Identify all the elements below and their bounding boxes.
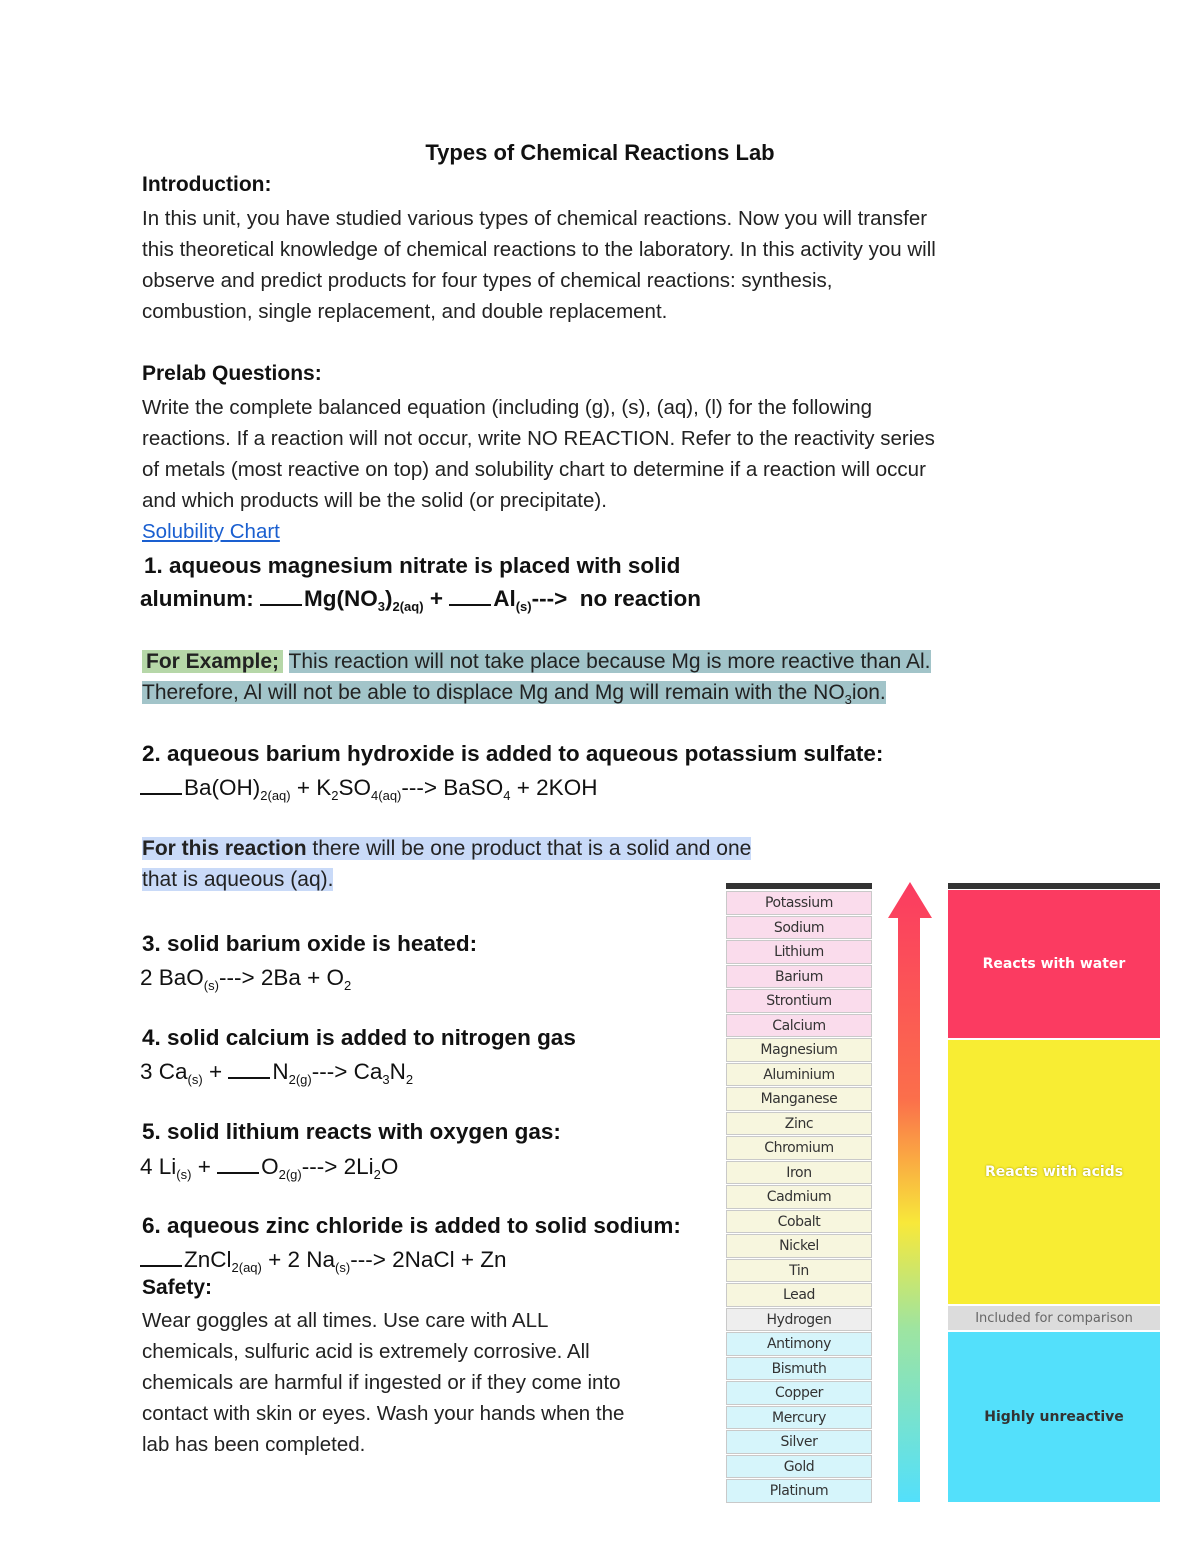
q3-prompt: 3. solid barium oxide is heated: [142,931,478,956]
metal-item: Nickel [726,1234,872,1258]
q3-equation: 2 $BaO_{(s)}---> 2Ba + O_2$ [140,965,352,993]
metal-item: Cobalt [726,1210,872,1234]
prelab-line: and which products will be the solid (or precipitate). [142,489,607,512]
prelab-heading: Prelab Questions: [142,362,322,385]
zone-comparison: Included for comparison [948,1306,1160,1330]
q6-equation: ZnCl$_{2(aq)}$ + 2 $Na_{(s)}--->$ 2NaCl + Zn [140,1243,507,1276]
metal-item: Mercury [726,1406,872,1430]
coefficient-blank[interactable] [217,1171,259,1174]
page-title: Types of Chemical Reactions Lab [425,140,775,165]
q2-prompt: 2. aqueous barium hydroxide is added to aqueous potassium sulfate: [142,741,884,766]
q4-equation: 3 $Ca_{(s)} + N_{2(g)}---> Ca_3N_2$ [140,1059,414,1087]
metal-list [726,891,872,1504]
zone-reacts-acids: Reacts with acids [948,1040,1160,1304]
q2-equation: $Ba(OH)_{2(aq)} + K_2SO_{4(aq)}--->$ BaSO$_4$ + 2KOH [140,771,597,804]
metal-item: Gold [726,1455,872,1479]
metal-item: Platinum [726,1479,872,1503]
metal-item: Bismuth [726,1357,872,1381]
q1-equation: aluminum: $Mg(NO_3)_{2(aq)} + Al_{(s)}--->$ no reaction [140,586,702,614]
intro-paragraph [142,203,1082,327]
intro-heading: Introduction: [142,173,272,196]
metal-item: Barium [726,965,872,989]
coefficient-blank[interactable] [449,603,491,606]
prelab-paragraph [142,392,1082,547]
metal-item: Aluminium [726,1063,872,1087]
metal-item: Tin [726,1259,872,1283]
q6-prompt: 6. aqueous zinc chloride is added to solid sodium: [142,1213,681,1238]
zone-reacts-water: Reacts with water [948,890,1160,1038]
metal-item: Manganese [726,1087,872,1111]
metal-item: Lithium [726,940,872,964]
metal-item: Iron [726,1161,872,1185]
zone-top-bar [948,883,1160,889]
metal-item: Cadmium [726,1185,872,1209]
q2-note: For this reaction there will be one product that is a solid and one that is aqueous (aq). [142,837,752,891]
intro-line: observe and predict products for four types of chemical reactions: synthesis, [142,269,833,292]
intro-line: combustion, single replacement, and double replacement. [142,300,668,323]
coefficient-blank[interactable] [260,603,302,606]
q1-example: For Example; This reaction will not take place because Mg is more reactive than Al. Therefore, Al will not be able to displace Mg and Mg will remain with the $NO_3ion$. [142,650,931,707]
metal-item: Antimony [726,1332,872,1356]
q5-prompt: 5. solid lithium reacts with oxygen gas: [142,1119,561,1144]
solubility-chart-link[interactable]: Solubility Chart [142,520,280,543]
metal-item: Magnesium [726,1038,872,1062]
coefficient-blank[interactable] [140,792,182,795]
zone-unreactive: Highly unreactive [948,1332,1160,1502]
intro-line: this theoretical knowledge of chemical reactions to the laboratory. In this activity you will [142,238,936,261]
safety-heading: Safety: [142,1276,213,1299]
prelab-line: reactions. If a reaction will not occur, write NO REACTION. Refer to the reactivity series [142,427,935,450]
q1-prompt: 1. aqueous magnesium nitrate is placed with solid [144,553,681,578]
intro-line: In this unit, you have studied various types of chemical reactions. Now you will transfer [142,207,928,230]
q4-prompt: 4. solid calcium is added to nitrogen gas [142,1025,576,1050]
q5-equation: 4 $Li_{(s)} + O_{2(g)}---> 2Li_2O$ [140,1154,399,1182]
chart-top-bar [726,883,872,889]
metal-item: Calcium [726,1014,872,1038]
safety-paragraph: Wear goggles at all times. Use care with ALL chemicals, sulfuric acid is extremely corrosive. All chemicals are harmful if ingested or if they come into contact with skin or eyes. Wash your hands when the lab has been completed. [142,1309,625,1456]
metal-item: Silver [726,1430,872,1454]
metal-item: Sodium [726,916,872,940]
metal-item: Strontium [726,989,872,1013]
coefficient-blank[interactable] [228,1076,270,1079]
metal-item: Lead [726,1283,872,1307]
reactivity-series-chart [724,880,1162,1504]
example-label: For Example; [142,650,283,673]
prelab-line: Write the complete balanced equation (including (g), (s), (aq), (l) for the following [142,396,872,419]
metal-item: Copper [726,1381,872,1405]
reactivity-arrow-icon [884,880,936,1504]
metal-item: Zinc [726,1112,872,1136]
metal-item: Potassium [726,891,872,915]
metal-item: Chromium [726,1136,872,1160]
coefficient-blank[interactable] [140,1264,182,1267]
prelab-line: of metals (most reactive on top) and solubility chart to determine if a reaction will occur [142,458,926,481]
metal-item: Hydrogen [726,1308,872,1332]
